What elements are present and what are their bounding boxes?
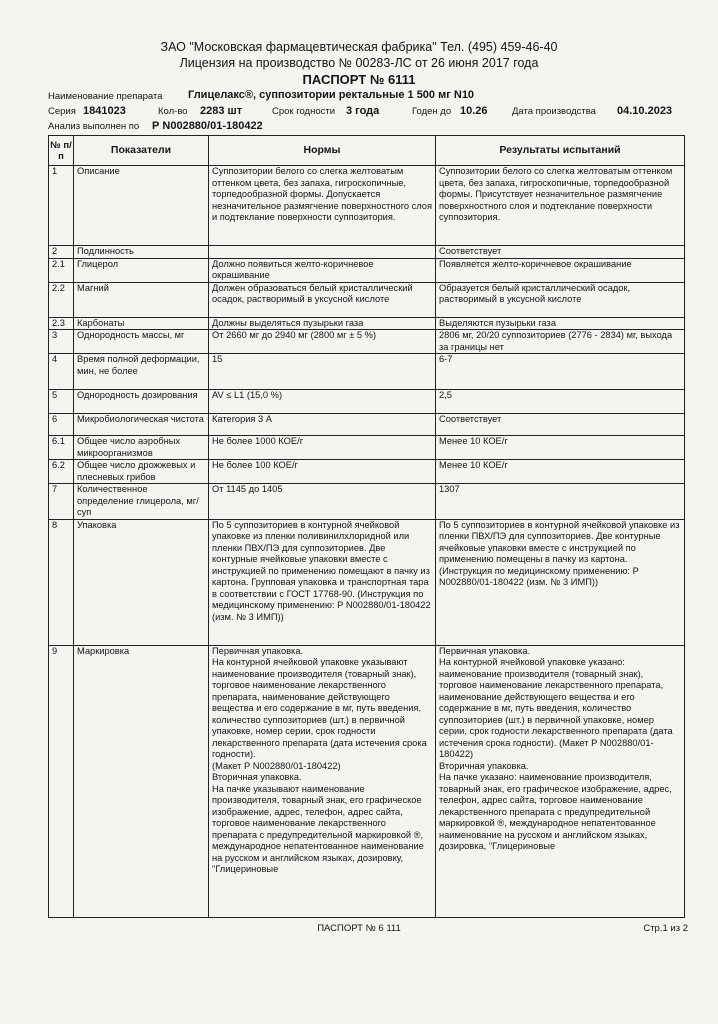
table-row bbox=[49, 519, 685, 645]
row-norm: 15 bbox=[209, 354, 436, 390]
row-result: Менее 10 КОЕ/г bbox=[436, 460, 685, 484]
table-row bbox=[49, 354, 685, 390]
test-results-table bbox=[48, 135, 685, 918]
row-norm: Не более 100 КОЕ/г bbox=[209, 460, 436, 484]
header-num: № п/п bbox=[49, 136, 74, 166]
row-norm bbox=[209, 246, 436, 259]
row-number: 2.3 bbox=[49, 317, 74, 330]
production-date-value: 04.10.2023 bbox=[617, 105, 673, 117]
row-indicator: Описание bbox=[74, 166, 209, 246]
table-row bbox=[49, 436, 685, 460]
drug-name-value: Глицелакс®, суппозитории ректальные 1 500 мг N10 bbox=[188, 89, 475, 101]
row-norm: Должен образоваться белый кристаллический осадок, растворимый в уксусной кислоте bbox=[209, 282, 436, 317]
row-indicator: Общее число аэробных микроорганизмов bbox=[74, 436, 209, 460]
table-row bbox=[49, 460, 685, 484]
row-number: 5 bbox=[49, 390, 74, 414]
row-result: Появляется желто-коричневое окрашивание bbox=[436, 258, 685, 282]
row-result: Выделяются пузырьки газа bbox=[436, 317, 685, 330]
row-indicator: Однородность дозирования bbox=[74, 390, 209, 414]
table-row bbox=[49, 317, 685, 330]
row-number: 6 bbox=[49, 414, 74, 436]
row-number: 2.1 bbox=[49, 258, 74, 282]
row-number: 9 bbox=[49, 645, 74, 917]
row-number: 3 bbox=[49, 330, 74, 354]
header-indicator: Показатели bbox=[74, 136, 209, 166]
table-row bbox=[49, 246, 685, 259]
row-norm: Суппозитории белого со слегка желтоватым оттенком цвета, без запаха, гигроскопичные, торпедообразной формы. Допускается незначительное размягчение поверхностного слоя и подтеклание поверхности суппозитория. bbox=[209, 166, 436, 246]
row-result: Первичная упаковка. На контурной ячейковой упаковке указано: наименование производителя (товарный знак), торговое наименование лекарственного препарата, наименование действующего вещества и его содержание в мг, путь введения, количество суппозиториев (шт.) в первичной упаковке, номер серии, срок годности лекарственного препарата (дата истечения срока годности). (Макет Р N002880/01-180422) Вторичная упаковка. На пачке указано: наименование производителя, товарный знак, его графическое изображение, адрес, телефон, адрес сайта, торговое наименование лекарственного препарата с предупредительной маркировкой ®, международное непатентованное наименование на русском и английском языках, дозировка, "Глицериновые bbox=[436, 645, 685, 917]
row-number: 8 bbox=[49, 519, 74, 645]
series-label: Серия bbox=[48, 106, 76, 117]
footer-passport-number: ПАСПОРТ № 6 111 bbox=[317, 923, 401, 934]
row-number: 6.2 bbox=[49, 460, 74, 484]
row-number: 7 bbox=[49, 484, 74, 520]
row-norm: От 2660 мг до 2940 мг (2800 мг ± 5 %) bbox=[209, 330, 436, 354]
row-result: Образуется белый кристаллический осадок, растворимый в уксусной кислоте bbox=[436, 282, 685, 317]
row-number: 1 bbox=[49, 166, 74, 246]
production-date-label: Дата производства bbox=[512, 106, 596, 117]
row-indicator: Маркировка bbox=[74, 645, 209, 917]
table-row bbox=[49, 258, 685, 282]
quantity-label: Кол-во bbox=[158, 106, 188, 117]
table-row bbox=[49, 166, 685, 246]
header-norms: Нормы bbox=[209, 136, 436, 166]
valid-until-value: 10.26 bbox=[460, 105, 488, 117]
row-result: 6-7 bbox=[436, 354, 685, 390]
row-number: 2.2 bbox=[49, 282, 74, 317]
table-row bbox=[49, 390, 685, 414]
row-indicator: Количественное определение глицерола, мг/суп bbox=[74, 484, 209, 520]
row-indicator: Упаковка bbox=[74, 519, 209, 645]
row-indicator: Однородность массы, мг bbox=[74, 330, 209, 354]
row-indicator: Карбонаты bbox=[74, 317, 209, 330]
footer-page-number: Стр.1 из 2 bbox=[643, 923, 688, 934]
row-norm: По 5 суппозиториев в контурной ячейковой упаковке из пленки поливинилхлоридной или пленки ПВХ/ПЭ для суппозиториев. Две контурные ячейковые упаковки вместе с инструкцией по применению помещают в пачку из картона. Групповая упаковка и транспортная тара в соответствии с ГОСТ 17768-90. (Инструкция по медицинскому применению: Р N002880/01-180422 (изм. № 3 ИМП)) bbox=[209, 519, 436, 645]
analysis-label: Анализ выполнен по bbox=[48, 121, 140, 132]
table-row bbox=[49, 330, 685, 354]
table-header-row bbox=[49, 136, 685, 166]
row-indicator: Общее число дрожжевых и плесневых грибов bbox=[74, 460, 209, 484]
table-row bbox=[49, 282, 685, 317]
row-norm: Должны выделяться пузырьки газа bbox=[209, 317, 436, 330]
drug-name-label: Наименование препарата bbox=[48, 91, 163, 102]
row-indicator: Микробиологическая чистота bbox=[74, 414, 209, 436]
row-indicator: Глицерол bbox=[74, 258, 209, 282]
header-results: Результаты испытаний bbox=[436, 136, 685, 166]
row-norm: Не более 1000 КОЕ/г bbox=[209, 436, 436, 460]
row-number: 2 bbox=[49, 246, 74, 259]
row-number: 4 bbox=[49, 354, 74, 390]
row-result: По 5 суппозиториев в контурной ячейковой упаковке из пленки ПВХ/ПЭ для суппозиториев. Две контурные ячейковые упаковки вместе с инструкцией по применению помещены в пачку из картона. (Инструкция по медицинскому применению: Р N002880/01-180422 (изм. № 3 ИМП)) bbox=[436, 519, 685, 645]
series-value: 1841023 bbox=[83, 105, 126, 117]
valid-until-label: Годен до bbox=[412, 106, 452, 117]
row-result: Менее 10 КОЕ/г bbox=[436, 436, 685, 460]
row-number: 6.1 bbox=[49, 436, 74, 460]
row-result: 2806 мг, 20/20 суппозиториев (2776 - 2834) мг, выхода за границы нет bbox=[436, 330, 685, 354]
row-result: 2,5 bbox=[436, 390, 685, 414]
table-row bbox=[49, 414, 685, 436]
shelf-life-value: 3 года bbox=[346, 105, 380, 117]
license-line: Лицензия на производство № 00283-ЛС от 26 июня 2017 года bbox=[179, 56, 539, 70]
row-result: Соответствует bbox=[436, 246, 685, 259]
shelf-life-label: Срок годности bbox=[272, 106, 336, 117]
row-norm: От 1145 до 1405 bbox=[209, 484, 436, 520]
quantity-value: 2283 шт bbox=[200, 105, 243, 117]
manufacturer-line: ЗАО "Московская фармацевтическая фабрика" Тел. (495) 459-46-40 bbox=[160, 40, 558, 54]
row-norm: AV ≤ L1 (15,0 %) bbox=[209, 390, 436, 414]
row-indicator: Подлинность bbox=[74, 246, 209, 259]
table-row bbox=[49, 484, 685, 520]
row-norm: Должно появиться желто-коричневое окрашивание bbox=[209, 258, 436, 282]
row-result: 1307 bbox=[436, 484, 685, 520]
row-result: Соответствует bbox=[436, 414, 685, 436]
row-result: Суппозитории белого со слегка желтоватым оттенком цвета, без запаха, гигроскопичные, торпедообразной формы. Присутствует незначительное размягчение поверхностного слоя и подтеклание поверхности суппозитория. bbox=[436, 166, 685, 246]
page-title: ПАСПОРТ № 6111 bbox=[302, 72, 416, 87]
row-norm: Первичная упаковка. На контурной ячейковой упаковке указывают наименование производителя (товарный знак), торговое наименование лекарственного препарата, наименование действующего вещества и его содержание в мг, путь введения, количество суппозиториев (шт.) в первичной упаковке, номер серии, срок годности лекарственного препарата (дата истечения срока годности). (Макет Р N002880/01-180422) Вторичная упаковка. На пачке указывают наименование производителя, товарный знак, его графическое изображение, адрес, телефон, адрес сайта, торговое наименование лекарственного препарата с предупредительной маркировкой ®, международное непатентованное наименование на русском и английском языках, дозировку, "Глицериновые bbox=[209, 645, 436, 917]
analysis-value: Р N002880/01-180422 bbox=[152, 120, 263, 132]
row-indicator: Магний bbox=[74, 282, 209, 317]
row-norm: Категория 3 А bbox=[209, 414, 436, 436]
table-row bbox=[49, 645, 685, 917]
row-indicator: Время полной деформации, мин, не более bbox=[74, 354, 209, 390]
